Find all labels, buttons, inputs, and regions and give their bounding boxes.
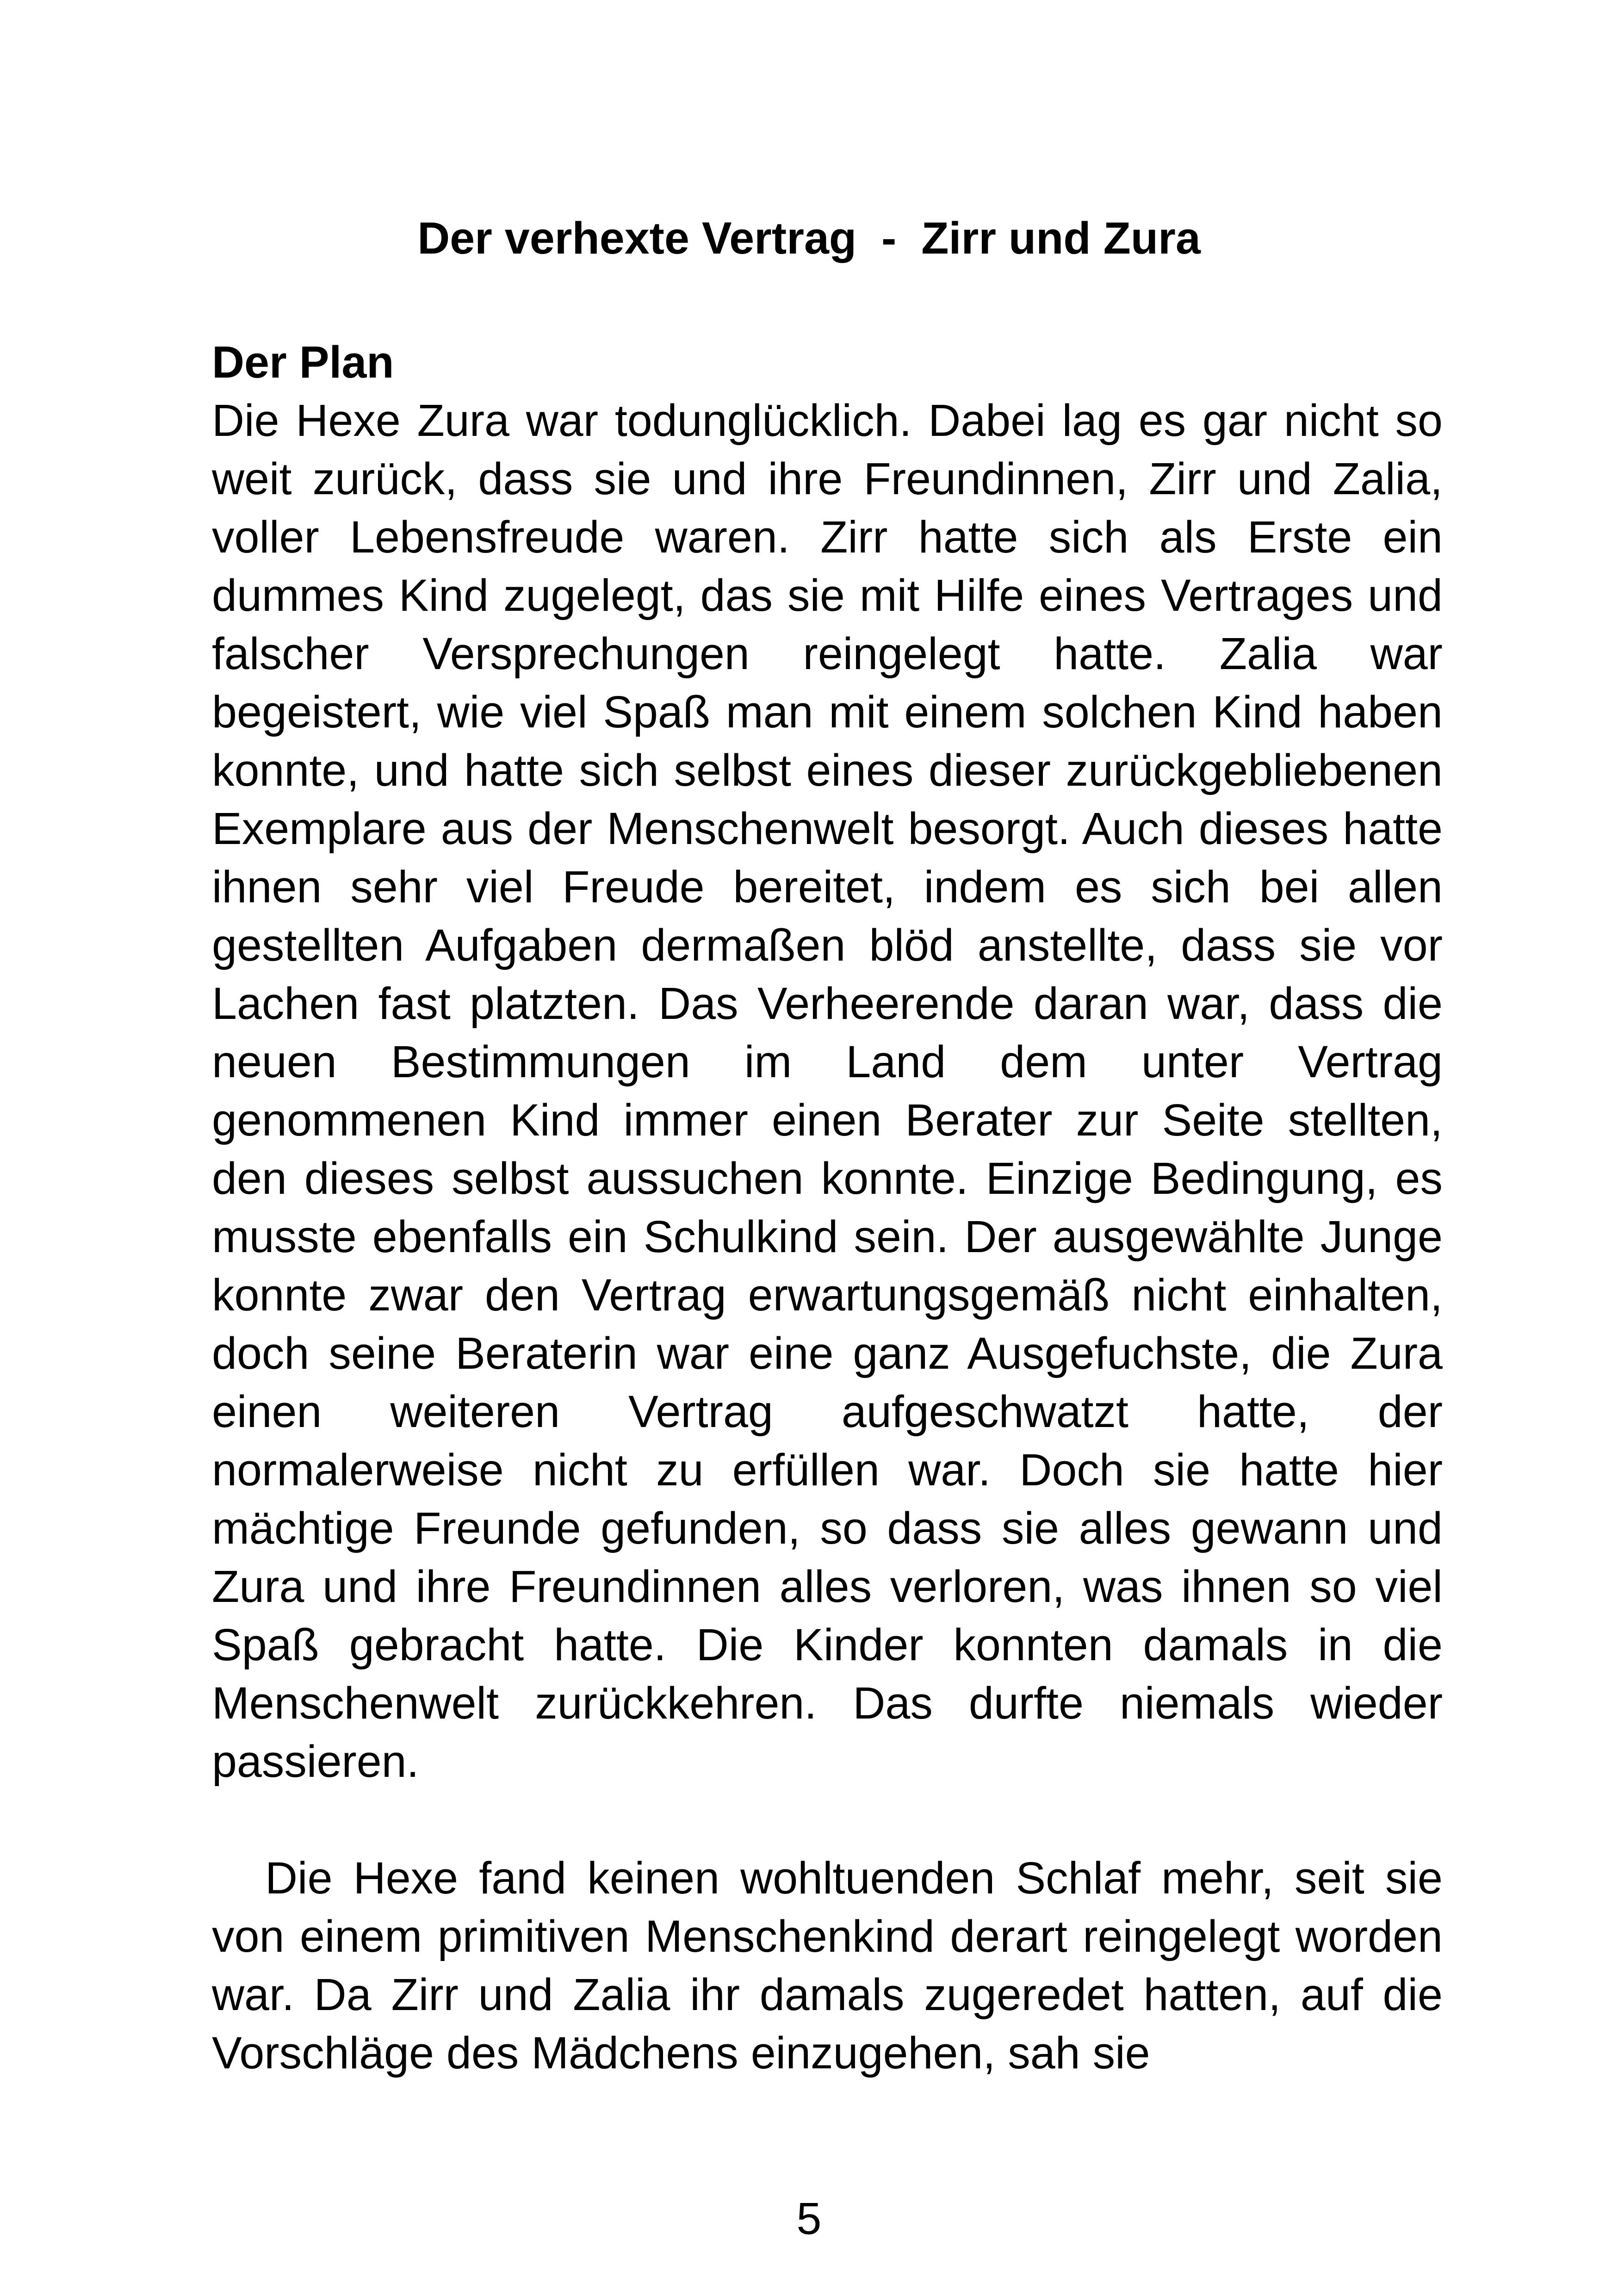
paragraph-2: Die Hexe fand keinen wohltuenden Schlaf mehr, seit sie von einem primitiven Menschenkind derart reingelegt worden war. Da Zirr und Zalia ihr damals zugeredet hatten, auf die Vorschläge des Mädchens einzugehen, sah sie: [212, 1853, 1443, 2078]
paragraph-1: Die Hexe Zura war todunglücklich. Dabei lag es gar nicht so weit zurück, dass sie und ihre Freundinnen, Zirr und Zalia, voller Lebensfreude waren. Zirr hatte sich als Erste ein dummes Kind zugelegt, das sie mit Hilfe eines Vertrages und falscher Versprechungen reingelegt hatte. Zalia war begeistert, wie viel Spaß man mit einem solchen Kind haben konnte, und hatte sich selbst eines dieser zurückgebliebenen Exemplare aus der Menschenwelt besorgt. Auch dieses hatte ihnen sehr viel Freude bereitet, indem es sich bei allen gestellten Aufgaben dermaßen blöd anstellte, dass sie vor Lachen fast platzten. Das Verheerende daran war, dass die neuen Bestimmungen im Land dem unter Vertrag genommenen Kind immer einen Berater zur Seite stellten, den dieses selbst aussuchen konnte. Einzige Bedingung, es musste ebenfalls ein Schulkind sein. Der ausgewählte Junge konnte zwar den Vertrag erwartungsgemäß nicht einhalten, doch seine Beraterin war eine ganz Ausgefuchste, die Zura einen weiteren Vertrag aufgeschwatzt hatte, der normalerweise nicht zu erfüllen war. Doch sie hatte hier mächtige Freunde gefunden, so dass sie alles gewann und Zura und ihre Freundinnen alles verloren, was ihnen so viel Spaß gebracht hatte. Die Kinder konnten damals in die Menschenwelt zurückkehren. Das durfte niemals wieder passieren.: [212, 395, 1443, 1787]
section-heading: Der Plan: [212, 337, 394, 387]
chapter-title: Der verhexte Vertrag - Zirr und Zura: [417, 213, 1201, 263]
page-number: 5: [796, 2193, 822, 2244]
body-text: [212, 333, 1443, 2082]
